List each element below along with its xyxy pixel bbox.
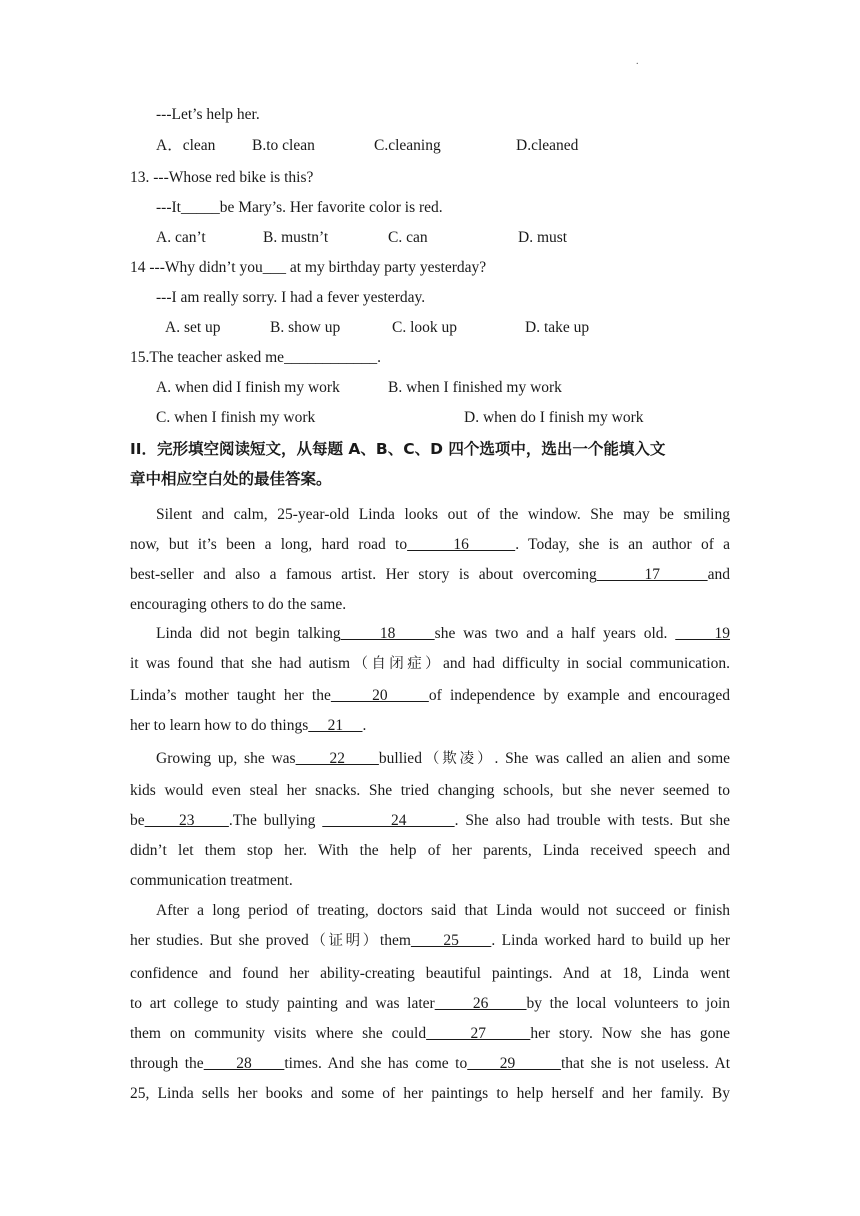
p1-line-2: now, but it’s been a long, hard road to 16 . Today, she is an author of a	[130, 536, 731, 553]
blank-21: 21	[308, 717, 363, 734]
q14-blank: ___	[262, 259, 286, 276]
q13-option-d: D. must	[518, 229, 568, 246]
q13-option-c: C. can	[388, 229, 428, 246]
p1-line-4: encouraging others to do the same.	[130, 596, 347, 613]
passage-paragraph-4	[130, 901, 730, 1114]
q14-option-c: C. look up	[392, 319, 458, 336]
section2-heading-line1: II．完形填空阅读短文，从每题 A、B、C、D 四个选项中，选出一个能填入文	[130, 440, 666, 458]
p1-line-3: best-seller and also a famous artist. Her story is about overcoming 17 and	[130, 566, 731, 583]
p2-line-2: it was found that she had autism（自闭症）and had difficulty in social communication.	[130, 655, 731, 672]
p3-line-4: didn’t let them stop her. With the help of her parents, Linda received speech and	[130, 842, 730, 859]
p4-line-4: to art college to study painting and was later 26 by the local volunteers to join	[130, 995, 731, 1012]
p4-line-2: her studies. But she proved（证明）them 25 . Linda worked hard to build up her	[130, 932, 731, 949]
blank-22: 22	[295, 750, 379, 767]
blank-16: 16	[407, 536, 516, 553]
q15-option-b: B. when I finished my work	[388, 379, 562, 396]
q13-option-a: A. can’t	[156, 229, 206, 246]
p3-line-2: kids would even steal her snacks. She tried changing schools, but she never seemed to	[130, 782, 730, 799]
blank-18: 18	[340, 625, 435, 642]
q15-option-c: C. when I finish my work	[156, 409, 316, 426]
blank-19: 19	[675, 625, 731, 642]
p4-line-1: After a long period of treating, doctors said that Linda would not succeed or finish	[156, 902, 730, 919]
q12-reply: ---Let’s help her.	[156, 106, 260, 123]
q14-option-b: B. show up	[270, 319, 341, 336]
section2-heading-line2: 章中相应空白处的最佳答案。	[130, 470, 332, 488]
passage-paragraph-1	[130, 505, 730, 625]
p4-line-3: confidence and found her ability-creating beautiful paintings. And at 18, Linda went	[130, 965, 730, 982]
q12-option-a: A．clean	[156, 137, 216, 154]
q14-reply: ---I am really sorry. I had a fever yesterday.	[156, 289, 426, 306]
q14-stem: 14 ---Why didn’t you___ at my birthday party yesterday?	[130, 259, 487, 276]
q13-blank: _____	[180, 199, 220, 216]
header-dot: .	[636, 56, 639, 67]
blank-29: 29	[467, 1055, 561, 1072]
q13-stem: 13. ---Whose red bike is this?	[130, 169, 314, 186]
p2-line-1: Linda did not begin talking 18 she was two and a half years old. 19	[156, 625, 731, 642]
q15-option-a: A. when did I finish my work	[156, 379, 340, 396]
blank-20: 20	[330, 687, 429, 704]
q12-option-c: C.cleaning	[374, 137, 441, 154]
q12-option-b: B.to clean	[252, 137, 315, 154]
blank-28: 28	[203, 1055, 285, 1072]
p4-line-7: 25, Linda sells her books and some of her paintings to help herself and her family. By	[130, 1085, 730, 1102]
q15-stem: 15.The teacher asked me____________.	[130, 349, 381, 366]
q15-blank: ____________	[284, 349, 378, 366]
blank-17: 17	[596, 566, 708, 583]
p4-line-6: through the 28 times. And she has come to 29 that she is not useless. At	[130, 1055, 731, 1072]
passage-paragraph-2	[130, 624, 730, 746]
p2-line-4: her to learn how to do things 21 .	[130, 717, 367, 734]
blank-23: 23	[144, 812, 229, 829]
blank-26: 26	[434, 995, 527, 1012]
q12-option-d: D.cleaned	[516, 137, 579, 154]
blank-24: 24	[322, 812, 455, 829]
q14-option-d: D. take up	[525, 319, 590, 336]
p1-line-1: Silent and calm, 25-year-old Linda looks out of the window. She may be smiling	[156, 506, 730, 523]
p4-line-5: them on community visits where she could 27 her story. Now she has gone	[130, 1025, 731, 1042]
p2-line-3: Linda’s mother taught her the 20 of independence by example and encouraged	[130, 687, 730, 704]
p3-line-5: communication treatment.	[130, 872, 293, 889]
blank-27: 27	[426, 1025, 531, 1042]
p3-line-3: be 23 .The bullying 24 . She also had trouble with tests. But she	[130, 812, 731, 829]
q13-reply: ---It_____be Mary’s. Her favorite color is red.	[156, 199, 443, 216]
passage-paragraph-3	[130, 749, 730, 901]
p3-line-1: Growing up, she was 22 bullied（欺凌）. She was called an alien and some	[156, 750, 731, 767]
q13-option-b: B. mustn’t	[263, 229, 329, 246]
q14-option-a: A. set up	[165, 319, 221, 336]
blank-25: 25	[410, 932, 492, 949]
q15-option-d: D. when do I finish my work	[464, 409, 644, 426]
